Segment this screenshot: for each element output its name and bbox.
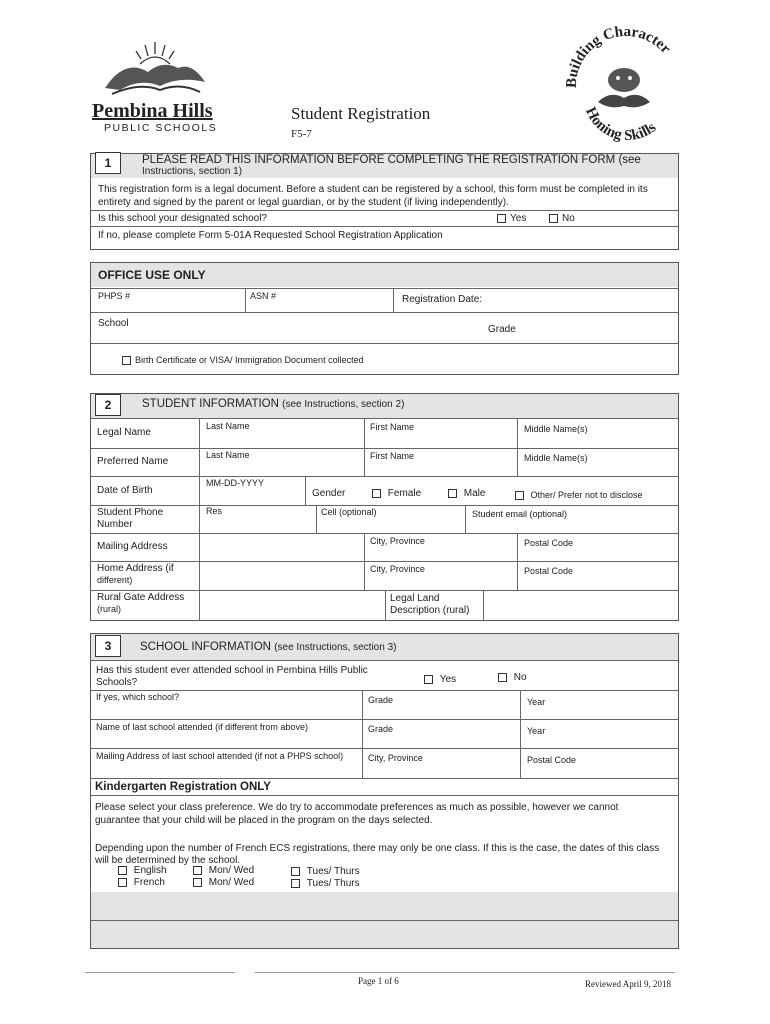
office-grade-label: Grade (488, 324, 516, 335)
legal-land-label: Legal Land (390, 593, 440, 604)
designated-yes-option[interactable]: Yes (497, 213, 526, 224)
attended-question: Has this student ever attended school in Pembina Hills Public (96, 665, 368, 676)
phone-res-label: Res (206, 506, 223, 516)
seal-top-text: Building Character (563, 23, 674, 89)
checkbox-icon[interactable] (291, 879, 300, 888)
which-school-grade: Grade (368, 695, 394, 705)
attended-no-option[interactable]: No (498, 672, 527, 683)
last-school-address-label: Mailing Address of last school attended (if not a PHPS school) (96, 751, 344, 761)
section-1-heading: PLEASE READ THIS INFORMATION BEFORE COMPLETING THE REGISTRATION FORM (see (142, 154, 641, 166)
form-code: F5-7 (291, 128, 312, 140)
section-1-number: 1 (95, 152, 121, 174)
phone-label-2: Number (97, 519, 133, 530)
mountain-sun-icon (100, 38, 210, 100)
section-1-note: If no, please complete Form 5-01A Requested School Registration Application (98, 230, 443, 241)
kinder-french-option[interactable]: French (118, 877, 165, 888)
attended-question-2: Schools? (96, 677, 138, 688)
checkbox-icon[interactable] (193, 866, 202, 875)
gender-other-option[interactable]: Other/ Prefer not to disclose (515, 490, 643, 500)
legal-last-name: Last Name (206, 421, 250, 431)
home-address-label-2: different) (97, 575, 133, 585)
preferred-middle-names: Middle Name(s) (524, 453, 588, 463)
section-3-number: 3 (95, 635, 121, 657)
checkbox-icon[interactable] (498, 673, 507, 682)
checkbox-icon[interactable] (122, 356, 131, 365)
mailing-city-label: City, Province (370, 536, 425, 546)
kinder-tuesthurs-1-option[interactable]: Tues/ Thurs (291, 866, 360, 877)
kinder-monwed-2-option[interactable]: Mon/ Wed (193, 877, 254, 888)
kinder-english-option[interactable]: English (118, 865, 167, 876)
form-title: Student Registration (291, 104, 431, 123)
section-1-para-1: This registration form is a legal document. Before a student can be registered by a school, this form must be completed in its (98, 184, 648, 195)
doc-collected-option[interactable]: Birth Certificate or VISA/ Immigration Document collected (122, 355, 364, 365)
checkbox-icon[interactable] (118, 866, 127, 875)
phone-label: Student Phone (97, 507, 164, 518)
attended-yes-option[interactable]: Yes (424, 674, 456, 685)
checkbox-icon[interactable] (515, 491, 524, 500)
legal-land-label-2: Description (rural) (390, 605, 470, 616)
reg-date-label: Registration Date: (402, 294, 483, 305)
mailing-postal-label: Postal Code (524, 538, 574, 548)
seal-bottom-text: Honing Skills (582, 104, 660, 144)
gender-female-option[interactable]: Female (372, 488, 421, 499)
legal-name-label: Legal Name (97, 427, 151, 438)
preferred-last-name: Last Name (206, 450, 250, 460)
last-school-postal: Postal Code (527, 755, 577, 765)
which-school-year: Year (527, 697, 546, 707)
section-1-heading-cont: Instructions, section 1) (142, 166, 243, 177)
seal-icon (558, 18, 688, 146)
legal-first-name: First Name (370, 422, 415, 432)
org-sub: PUBLIC SCHOOLS (104, 122, 218, 134)
reviewed-date: Reviewed April 9, 2018 (585, 979, 671, 989)
checkbox-icon[interactable] (291, 867, 300, 876)
page-number: Page 1 of 6 (358, 976, 399, 986)
checkbox-icon[interactable] (372, 489, 381, 498)
section-2-heading: STUDENT INFORMATION (see Instructions, section 2) (142, 398, 405, 410)
school-seal (558, 18, 688, 146)
section-1-para-2: entirety and signed by the parent or legal guardian, or by the student (if living independently). (98, 197, 509, 208)
checkbox-icon[interactable] (424, 675, 433, 684)
kinder-para-1: Please select your class preference. We do try to accommodate preferences as much as possible, however we cannot (95, 802, 619, 813)
kinder-heading: Kindergarten Registration ONLY (95, 781, 271, 793)
gender-male-option[interactable]: Male (448, 488, 485, 499)
home-city-label: City, Province (370, 564, 425, 574)
preferred-first-name: First Name (370, 451, 415, 461)
last-school-label: Name of last school attended (if different from above) (96, 722, 308, 732)
section-3-heading: SCHOOL INFORMATION (see Instructions, section 3) (140, 641, 397, 653)
checkbox-icon[interactable] (549, 214, 558, 223)
designated-school-question: Is this school your designated school? (98, 213, 267, 224)
kinder-para-4: will be determined by the school. (95, 855, 241, 866)
rural-address-label: Rural Gate Address (97, 592, 185, 603)
phps-label: PHPS # (98, 291, 131, 301)
dob-format: MM-DD-YYYY (206, 478, 264, 488)
svg-text:Honing Skills (582, 105, 659, 144)
office-school-label: School (98, 318, 129, 329)
org-name: Pembina Hills (92, 100, 213, 122)
rural-address-label-2: (rural) (97, 604, 121, 614)
gender-label: Gender (312, 488, 346, 499)
office-heading: OFFICE USE ONLY (98, 268, 206, 282)
which-school-label: If yes, which school? (96, 692, 180, 702)
kinder-para-2: guarantee that your child will be placed in the program on the days selected. (95, 815, 433, 826)
kinder-tuesthurs-2-option[interactable]: Tues/ Thurs (291, 878, 360, 889)
last-school-year: Year (527, 726, 546, 736)
checkbox-icon[interactable] (193, 878, 202, 887)
dob-label: Date of Birth (97, 485, 153, 496)
designated-no-option[interactable]: No (549, 213, 575, 224)
checkbox-icon[interactable] (118, 878, 127, 887)
mailing-address-label: Mailing Address (97, 541, 168, 552)
kinder-monwed-1-option[interactable]: Mon/ Wed (193, 865, 254, 876)
home-address-label: Home Address (if (97, 563, 174, 574)
checkbox-icon[interactable] (497, 214, 506, 223)
asn-label: ASN # (250, 291, 277, 301)
preferred-name-label: Preferred Name (97, 456, 169, 467)
student-email-label: Student email (optional) (472, 509, 568, 519)
kinder-para-3: Depending upon the number of French ECS registrations, there may only be one class. If this is the case, the dates of this class (95, 843, 660, 854)
last-school-grade: Grade (368, 724, 394, 734)
last-school-city: City, Province (368, 753, 423, 763)
home-postal-label: Postal Code (524, 566, 574, 576)
legal-middle-names: Middle Name(s) (524, 424, 588, 434)
checkbox-icon[interactable] (448, 489, 457, 498)
section-2-number: 2 (95, 394, 121, 416)
phone-cell-label: Cell (optional) (321, 507, 377, 517)
